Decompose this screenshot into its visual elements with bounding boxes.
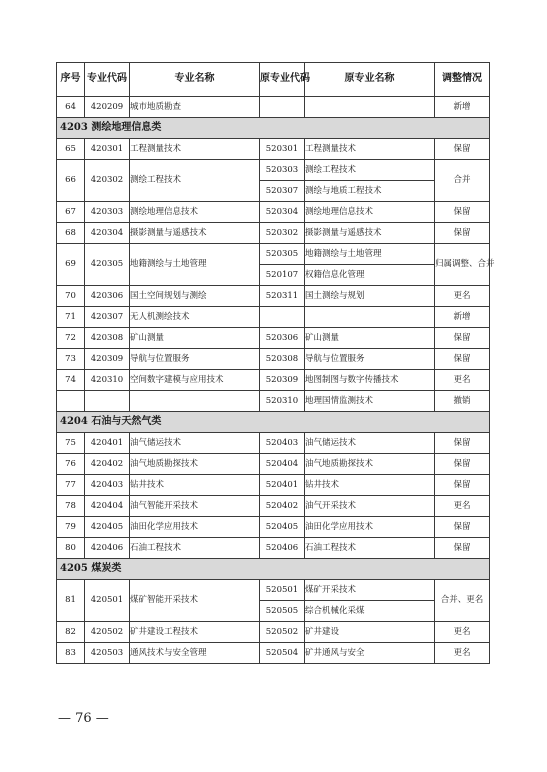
row-number: 68 — [57, 223, 85, 244]
orig-code: 520402 — [260, 496, 305, 517]
orig-code: 520403 — [260, 433, 305, 454]
row-number: 70 — [57, 286, 85, 307]
specialty-code: 420303 — [85, 202, 130, 223]
category-row — [57, 559, 490, 580]
specialty-code: 420306 — [85, 286, 130, 307]
specialty-code: 420301 — [85, 139, 130, 160]
header-orig-code: 原专业代码 — [260, 63, 305, 97]
orig-name: 测绘地理信息技术 — [305, 202, 435, 223]
table-row — [57, 307, 490, 328]
header-code: 专业代码 — [85, 63, 130, 97]
table-row — [57, 139, 490, 160]
header-status: 调整情况 — [435, 63, 490, 97]
orig-code: 520304 — [260, 202, 305, 223]
specialty-code: 420309 — [85, 349, 130, 370]
table-row — [57, 643, 490, 664]
orig-name: 石油工程技术 — [305, 538, 435, 559]
table-row — [57, 223, 490, 244]
orig-name: 油气储运技术 — [305, 433, 435, 454]
orig-name: 矿山测量 — [305, 328, 435, 349]
status: 保留 — [435, 223, 490, 244]
status: 保留 — [435, 454, 490, 475]
specialty-name: 油气地质勘探技术 — [130, 454, 260, 475]
row-number: 81 — [57, 580, 85, 622]
orig-code: 520306 — [260, 328, 305, 349]
table-row — [57, 622, 490, 643]
header-no: 序号 — [57, 63, 85, 97]
table-row — [57, 328, 490, 349]
specialty-code — [85, 391, 130, 412]
status: 撤销 — [435, 391, 490, 412]
orig-code: 520406 — [260, 538, 305, 559]
status: 更名 — [435, 496, 490, 517]
status: 更名 — [435, 622, 490, 643]
status: 保留 — [435, 349, 490, 370]
table-row — [57, 475, 490, 496]
orig-name: 油田化学应用技术 — [305, 517, 435, 538]
orig-name: 油气开采技术 — [305, 496, 435, 517]
orig-code: 520301 — [260, 139, 305, 160]
row-number: 65 — [57, 139, 85, 160]
specialty-name: 石油工程技术 — [130, 538, 260, 559]
orig-name: 权籍信息化管理 — [305, 265, 435, 286]
status: 保留 — [435, 202, 490, 223]
row-number: 67 — [57, 202, 85, 223]
orig-code: 520505 — [260, 601, 305, 622]
specialty-name: 摄影测量与遥感技术 — [130, 223, 260, 244]
row-number: 74 — [57, 370, 85, 391]
specialty-code: 420403 — [85, 475, 130, 496]
table-row — [57, 370, 490, 391]
orig-code: 520501 — [260, 580, 305, 601]
specialty-code: 420502 — [85, 622, 130, 643]
orig-code — [260, 307, 305, 328]
status: 合并、更名 — [435, 580, 490, 622]
table-row — [57, 97, 490, 118]
specialty-name: 钻井技术 — [130, 475, 260, 496]
row-number: 75 — [57, 433, 85, 454]
row-number: 69 — [57, 244, 85, 286]
orig-code — [260, 97, 305, 118]
specialty-name — [130, 391, 260, 412]
table-row — [57, 517, 490, 538]
row-number: 83 — [57, 643, 85, 664]
orig-code: 520107 — [260, 265, 305, 286]
specialty-code: 420406 — [85, 538, 130, 559]
orig-code: 520404 — [260, 454, 305, 475]
specialty-name: 无人机测绘技术 — [130, 307, 260, 328]
status: 保留 — [435, 517, 490, 538]
table-row — [57, 286, 490, 307]
specialty-name: 油田化学应用技术 — [130, 517, 260, 538]
status: 更名 — [435, 286, 490, 307]
specialty-code: 420503 — [85, 643, 130, 664]
row-number: 77 — [57, 475, 85, 496]
specialty-name: 通风技术与安全管理 — [130, 643, 260, 664]
specialty-code: 420401 — [85, 433, 130, 454]
category-label: 4203 测绘地理信息类 — [57, 118, 490, 139]
specialty-name: 工程测量技术 — [130, 139, 260, 160]
orig-code: 520307 — [260, 181, 305, 202]
orig-name: 导航与位置服务 — [305, 349, 435, 370]
status: 新增 — [435, 307, 490, 328]
table-row — [57, 202, 490, 223]
orig-name — [305, 97, 435, 118]
table-row — [57, 244, 490, 265]
row-number: 82 — [57, 622, 85, 643]
orig-name: 国土测绘与规划 — [305, 286, 435, 307]
specialty-code: 420307 — [85, 307, 130, 328]
specialty-name: 城市地质勘查 — [130, 97, 260, 118]
category-label: 4204 石油与天然气类 — [57, 412, 490, 433]
specialty-name: 导航与位置服务 — [130, 349, 260, 370]
table-row — [57, 433, 490, 454]
specialty-name: 煤矿智能开采技术 — [130, 580, 260, 622]
status: 保留 — [435, 433, 490, 454]
category-row — [57, 118, 490, 139]
specialty-name: 测绘地理信息技术 — [130, 202, 260, 223]
row-number: 73 — [57, 349, 85, 370]
table-row — [57, 391, 490, 412]
orig-name: 地理国情监测技术 — [305, 391, 435, 412]
specialty-code: 420310 — [85, 370, 130, 391]
category-label: 4205 煤炭类 — [57, 559, 490, 580]
specialty-code: 420209 — [85, 97, 130, 118]
orig-name: 综合机械化采煤 — [305, 601, 435, 622]
specialty-code: 420405 — [85, 517, 130, 538]
table-row — [57, 496, 490, 517]
orig-code: 520310 — [260, 391, 305, 412]
orig-name: 测绘工程技术 — [305, 160, 435, 181]
specialty-code: 420302 — [85, 160, 130, 202]
orig-code: 520405 — [260, 517, 305, 538]
status: 更名 — [435, 643, 490, 664]
status: 更名 — [435, 370, 490, 391]
row-number: 78 — [57, 496, 85, 517]
orig-name: 测绘与地质工程技术 — [305, 181, 435, 202]
orig-code: 520308 — [260, 349, 305, 370]
orig-name: 摄影测量与遥感技术 — [305, 223, 435, 244]
header-name: 专业名称 — [130, 63, 260, 97]
status: 保留 — [435, 139, 490, 160]
orig-code: 520504 — [260, 643, 305, 664]
orig-code: 520302 — [260, 223, 305, 244]
orig-code: 520303 — [260, 160, 305, 181]
category-row — [57, 412, 490, 433]
orig-name: 钻井技术 — [305, 475, 435, 496]
status: 保留 — [435, 328, 490, 349]
row-number: 80 — [57, 538, 85, 559]
table-row — [57, 454, 490, 475]
orig-name: 煤矿开采技术 — [305, 580, 435, 601]
specialty-name: 油气智能开采技术 — [130, 496, 260, 517]
specialty-code: 420402 — [85, 454, 130, 475]
status: 合并 — [435, 160, 490, 202]
status: 新增 — [435, 97, 490, 118]
specialty-name: 空间数字建模与应用技术 — [130, 370, 260, 391]
specialty-code: 420304 — [85, 223, 130, 244]
orig-code: 520502 — [260, 622, 305, 643]
orig-name: 油气地质勘探技术 — [305, 454, 435, 475]
status: 保留 — [435, 475, 490, 496]
specialty-code: 420501 — [85, 580, 130, 622]
row-number: 79 — [57, 517, 85, 538]
table-row — [57, 349, 490, 370]
orig-code: 520311 — [260, 286, 305, 307]
specialty-code: 420308 — [85, 328, 130, 349]
table-row — [57, 538, 490, 559]
status: 保留 — [435, 538, 490, 559]
status: 归属调整、合并 — [435, 244, 490, 286]
row-number: 72 — [57, 328, 85, 349]
orig-code: 520309 — [260, 370, 305, 391]
orig-name — [305, 307, 435, 328]
row-number — [57, 391, 85, 412]
specialty-name: 矿山测量 — [130, 328, 260, 349]
row-number: 71 — [57, 307, 85, 328]
table-header-row — [57, 63, 490, 97]
table-row — [57, 580, 490, 601]
orig-code: 520305 — [260, 244, 305, 265]
orig-name: 矿井通风与安全 — [305, 643, 435, 664]
header-orig-name: 原专业名称 — [305, 63, 435, 97]
orig-code: 520401 — [260, 475, 305, 496]
specialty-name: 国土空间规划与测绘 — [130, 286, 260, 307]
row-number: 76 — [57, 454, 85, 475]
specialty-name: 测绘工程技术 — [130, 160, 260, 202]
page-number: — 76 — — [58, 711, 109, 726]
row-number: 64 — [57, 97, 85, 118]
specialty-code: 420404 — [85, 496, 130, 517]
row-number: 66 — [57, 160, 85, 202]
orig-name: 地图制图与数字传播技术 — [305, 370, 435, 391]
specialty-name: 矿井建设工程技术 — [130, 622, 260, 643]
table-row — [57, 160, 490, 181]
specialty-name: 地籍测绘与土地管理 — [130, 244, 260, 286]
orig-name: 地籍测绘与土地管理 — [305, 244, 435, 265]
orig-name: 矿井建设 — [305, 622, 435, 643]
specialty-table — [56, 62, 495, 664]
orig-name: 工程测量技术 — [305, 139, 435, 160]
specialty-name: 油气储运技术 — [130, 433, 260, 454]
specialty-code: 420305 — [85, 244, 130, 286]
